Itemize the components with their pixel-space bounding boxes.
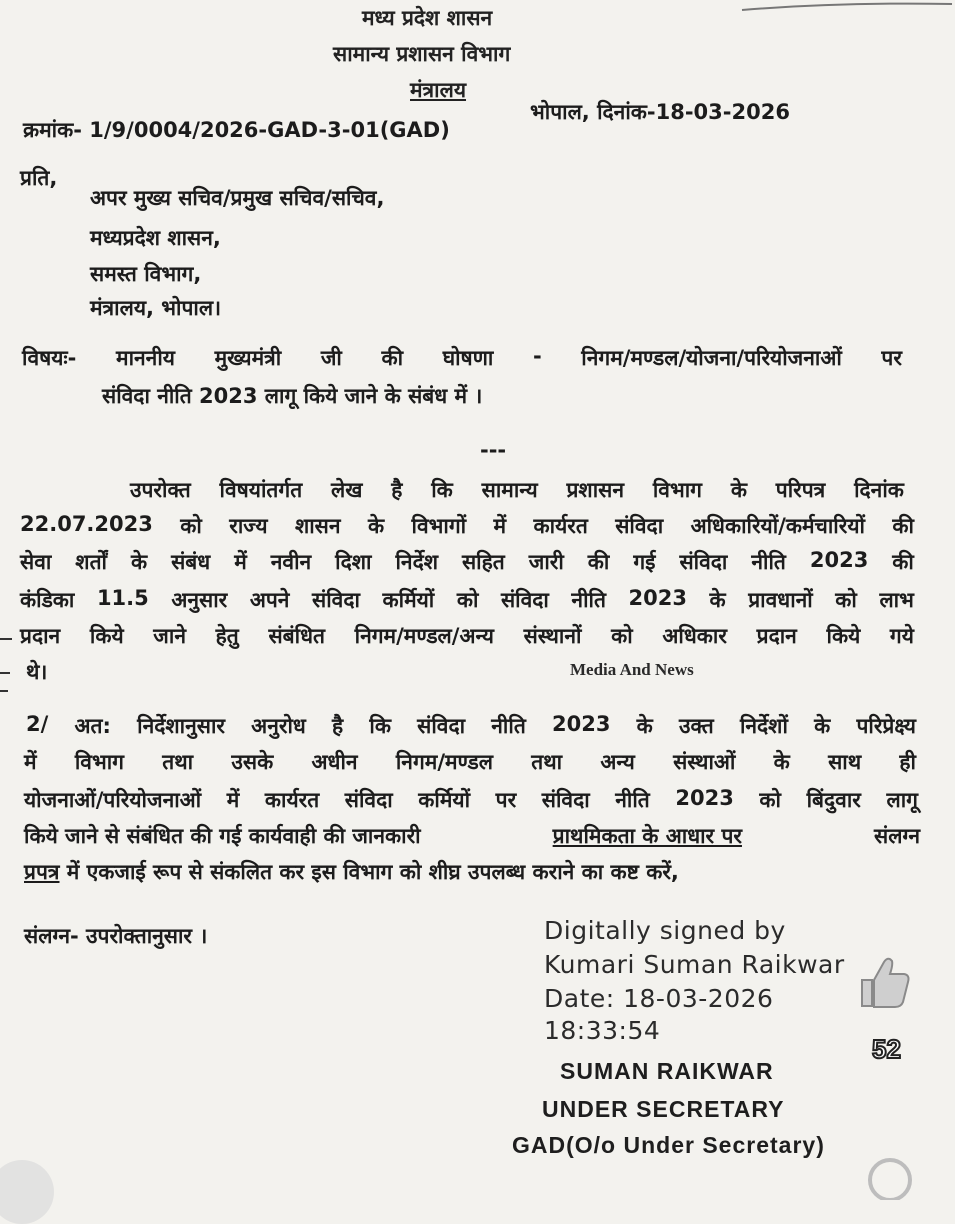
officer-name: SUMAN RAIKWAR <box>560 1058 774 1084</box>
word: नीति <box>571 588 606 612</box>
word: नवीन <box>270 550 312 574</box>
subject-line <box>22 344 902 372</box>
word: संविदा <box>679 550 728 574</box>
word: निर्देश <box>395 550 438 574</box>
subject-word: - <box>532 344 542 368</box>
officer-designation: UNDER SECRETARY <box>542 1096 785 1122</box>
word: अपने <box>249 588 290 612</box>
word: के <box>636 714 653 738</box>
subject-word: मुख्यमंत्री <box>214 346 282 370</box>
word: कार्यरत <box>533 514 588 538</box>
signature-date: Date: 18-03-2026 <box>544 984 774 1013</box>
word: को <box>835 588 857 612</box>
subject-word: विषयः- <box>22 346 77 370</box>
word: ही <box>899 750 916 774</box>
word: उसके <box>231 750 274 774</box>
word: उपरोक्त <box>130 478 191 502</box>
recipient-line: अपर मुख्य सचिव/प्रमुख सचिव/सचिव, <box>90 186 385 210</box>
recipient-label: प्रति, <box>20 166 58 190</box>
word: परिप्रेक्ष्य <box>856 714 916 738</box>
word: की <box>892 550 914 574</box>
subject-line-2: संविदा नीति 2023 लागू किये जाने के संबंध में । <box>102 384 483 408</box>
para2-line <box>24 822 920 850</box>
word: है <box>391 478 403 502</box>
word: के <box>730 478 747 502</box>
word: बिंदुवार <box>806 788 861 812</box>
word: विभाग <box>652 478 702 502</box>
watermark-text: Media And News <box>570 660 694 679</box>
word: विषयांतर्गत <box>219 478 303 502</box>
para1-line <box>130 476 904 504</box>
word: निर्देशों <box>739 714 788 738</box>
para1-line <box>20 548 914 576</box>
corner-mark <box>740 0 955 16</box>
para1-last: थे। <box>26 660 48 684</box>
word: 2023 <box>675 786 734 810</box>
word: कर्मियों <box>382 588 435 612</box>
para2-line <box>24 748 916 776</box>
underlined-word: प्रपत्र <box>24 860 60 884</box>
enclosure-note: संलग्न- उपरोक्तानुसार । <box>24 924 208 948</box>
para2-line <box>24 858 679 886</box>
word: में <box>226 788 240 812</box>
para1-line <box>20 622 914 650</box>
word: विभागों <box>411 514 467 538</box>
word: अनुसार <box>171 588 228 612</box>
word: 11.5 <box>96 586 149 610</box>
word: नीति <box>751 550 786 574</box>
search-button[interactable] <box>862 1150 922 1200</box>
word: लाभ <box>879 588 914 612</box>
word: प्रदान <box>20 624 61 648</box>
text-run: में एकजाई रूप से संकलित कर इस विभाग को शीघ्र उपलब्ध कराने का कष्ट करें, <box>66 860 679 884</box>
underlined-phrase: प्राथमिकता के आधार पर <box>552 824 742 848</box>
word: तथा <box>162 750 194 774</box>
word: सहित <box>461 550 505 574</box>
word: को <box>759 788 781 812</box>
word: लागू <box>886 788 918 812</box>
para1-line <box>20 586 914 614</box>
reference-number: क्रमांक- 1/9/0004/2026-GAD-3-01(GAD) <box>23 118 450 142</box>
text-run: संलग्न <box>874 824 920 848</box>
word: गई <box>633 550 656 574</box>
word: अन्य <box>600 750 635 774</box>
word: संविदा <box>541 788 590 812</box>
recipient-line: मध्यप्रदेश शासन, <box>90 226 221 250</box>
word: अधिकारियों/कर्मचारियों <box>690 514 865 538</box>
subject-word: जी <box>320 346 342 370</box>
subject-word: पर <box>881 346 902 370</box>
word: अधिकार <box>662 624 727 648</box>
word: अत: <box>74 714 111 738</box>
word: को <box>611 624 633 648</box>
word: विभाग <box>74 750 124 774</box>
recipient-line: मंत्रालय, भोपाल। <box>90 296 222 320</box>
word: परिपत्र <box>775 478 826 502</box>
word: जाने <box>153 624 186 648</box>
word: निगम/मण्डल <box>395 750 493 774</box>
word: कि <box>431 478 453 502</box>
word: दिशा <box>335 550 372 574</box>
word: संविदा <box>312 588 360 612</box>
word: उक्त <box>679 714 714 738</box>
word: नीति <box>491 714 526 738</box>
word: 2/ <box>26 712 49 736</box>
word: राज्य <box>229 514 268 538</box>
word: संविदा <box>417 714 466 738</box>
word: संस्थाओं <box>673 750 736 774</box>
signature-line: Digitally signed by <box>544 916 786 945</box>
word: सामान्य <box>481 478 538 502</box>
word: संबंध <box>171 550 211 574</box>
word: अधीन <box>311 750 358 774</box>
word: की <box>892 514 914 538</box>
word: के <box>130 550 148 574</box>
word: प्रदान <box>756 624 797 648</box>
word: के <box>709 588 726 612</box>
word: संविदा <box>344 788 393 812</box>
subject-word: की <box>381 346 404 370</box>
header-ministry: मंत्रालय <box>410 78 467 102</box>
margin-mark <box>0 638 12 640</box>
word: निगम/मण्डल/अन्य <box>354 624 494 648</box>
word: में <box>493 514 507 538</box>
word: शर्तों <box>75 550 107 574</box>
word: को <box>456 588 479 612</box>
word: लेख <box>331 478 363 502</box>
word: अनुरोध <box>251 714 306 738</box>
margin-mark <box>0 672 10 674</box>
word: योजनाओं/परियोजनाओं <box>24 788 202 812</box>
word: कार्यरत <box>264 788 320 812</box>
word: 22.07.2023 <box>20 512 153 536</box>
word: किये <box>826 624 861 648</box>
text-run: किये जाने से संबंधित की गई कार्यवाही की जानकारी <box>24 824 421 848</box>
word: 2023 <box>552 712 611 736</box>
para2-line <box>26 712 916 740</box>
word: तथा <box>531 750 563 774</box>
word: किये <box>89 624 124 648</box>
word: जारी <box>528 550 564 574</box>
like-count: 52 <box>872 1034 901 1064</box>
word: हेतु <box>215 624 239 648</box>
separator: --- <box>480 438 507 462</box>
word: दिनांक <box>854 478 904 502</box>
word: निर्देशानुसार <box>137 714 225 738</box>
word: कर्मियों <box>418 788 471 812</box>
subject-word: घोषणा <box>442 346 494 370</box>
word: कंडिका <box>20 588 75 612</box>
word: 2023 <box>628 586 687 610</box>
word: की <box>587 550 610 574</box>
search-icon <box>862 1150 922 1200</box>
word: में <box>234 550 247 574</box>
word: संस्थानों <box>523 624 582 648</box>
para2-line <box>24 786 918 814</box>
word: है <box>332 714 344 738</box>
word: संविदा <box>500 588 549 612</box>
word: को <box>180 514 202 538</box>
word: पर <box>495 788 517 812</box>
word: के <box>367 514 385 538</box>
word: संविदा <box>615 514 664 538</box>
recipient-line: समस्त विभाग, <box>90 262 202 286</box>
word: प्रशासन <box>566 478 625 502</box>
subject-word: निगम/मण्डल/योजना/परियोजनाओं <box>581 346 842 370</box>
word: प्रावधानों <box>748 588 813 612</box>
thumbs-up-icon <box>854 952 914 1012</box>
avatar-circle[interactable] <box>0 1160 54 1224</box>
subject-word: माननीय <box>116 346 175 370</box>
word: सेवा <box>20 550 52 574</box>
header-state: मध्य प्रदेश शासन <box>362 6 493 30</box>
para1-line <box>20 512 914 540</box>
officer-office: GAD(O/o Under Secretary) <box>512 1132 825 1158</box>
word: में <box>24 750 37 774</box>
word: संबंधित <box>268 624 325 648</box>
word: के <box>814 714 831 738</box>
word: शासन <box>294 514 341 538</box>
word: नीति <box>615 788 650 812</box>
signature-line: Kumari Suman Raikwar <box>544 950 845 979</box>
word: साथ <box>828 750 862 774</box>
word: गये <box>889 624 914 648</box>
signature-time: 18:33:54 <box>544 1016 661 1045</box>
header-department: सामान्य प्रशासन विभाग <box>333 42 511 66</box>
margin-mark <box>0 690 8 692</box>
word: कि <box>369 714 391 738</box>
place-date: भोपाल, दिनांक-18-03-2026 <box>530 100 790 124</box>
word: 2023 <box>809 548 869 572</box>
word: के <box>773 750 790 774</box>
like-button[interactable] <box>854 952 914 1012</box>
